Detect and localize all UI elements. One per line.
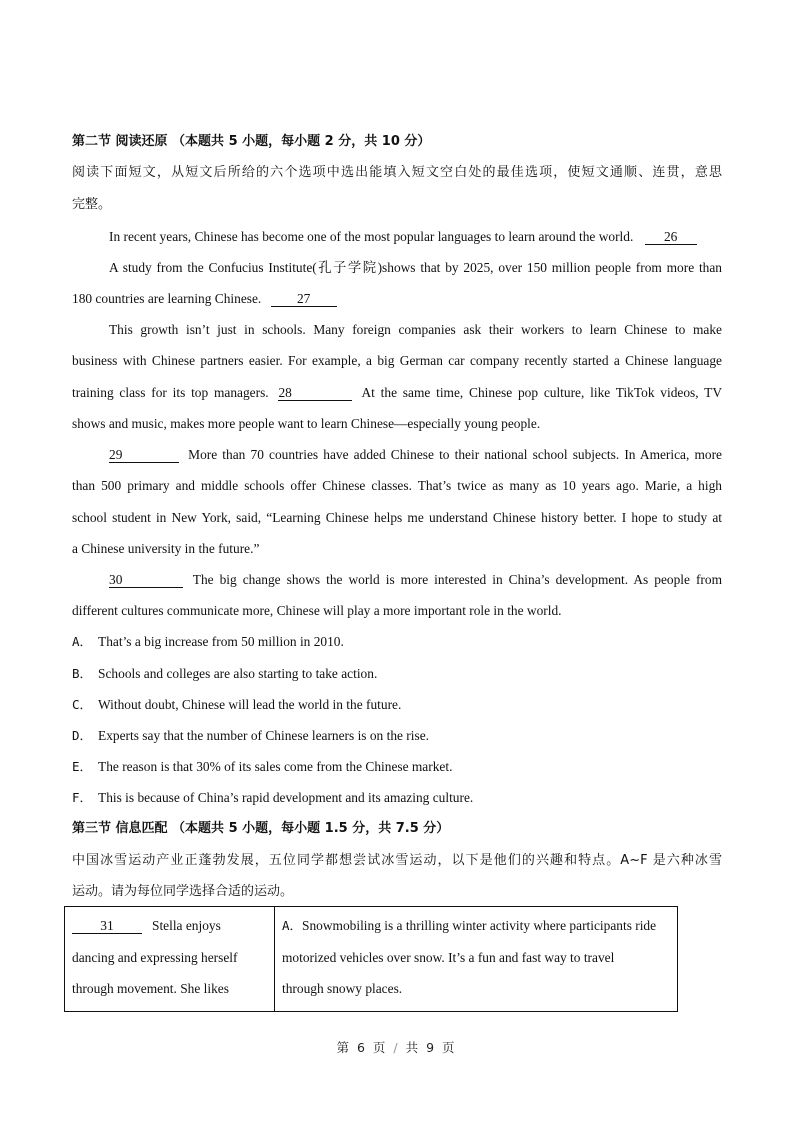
passage-paragraph-3-line2: business with Chinese partners easier. For example, a big German car company recently started a Chinese language [72,353,722,368]
total-prefix: 共 [405,1040,421,1055]
table-row [65,907,678,1012]
section2-instruction-line1: 阅读下面短文，从短文后所给的六个选项中选出能填入短文空白处的最佳选项，使短文通顺、连贯，意思 [72,165,722,180]
option-letter: C． [72,697,93,712]
passage-paragraph-4-line1 [72,439,722,470]
passage-text: training class for its top managers. [72,385,269,400]
student-line2: dancing and expressing herself [72,949,238,965]
sport-line2: motorized vehicles over snow. It’s a fun and fast way to travel [282,949,615,965]
blank-28: 28 [278,385,352,401]
page-footer [0,1038,793,1056]
passage-text: The big change shows the world is more interested in China’s development. As people from [192,572,722,587]
page-suffix: 页 [372,1040,388,1055]
option-a [72,626,722,657]
passage-paragraph-5-line2: different cultures communicate more, Chinese will play a more important role in the world. [72,603,562,618]
page-prefix: 第 [336,1040,351,1055]
option-text: That’s a big increase from 50 million in 2010. [98,634,344,649]
option-letter: E． [72,759,93,774]
option-text: This is because of China’s rapid development and its amazing culture. [98,790,474,805]
passage-paragraph-4-line4: a Chinese university in the future.” [72,541,260,556]
section3-instruction-line2: 运动。请为每位同学选择合适的运动。 [72,884,294,899]
option-letter: B． [72,666,93,681]
passage-paragraph-5-line1 [72,564,722,595]
page-total: 9 [426,1040,437,1055]
matching-table [64,906,678,1012]
passage-paragraph-2-line1: A study from the Confucius Institute(孔子学院)shows that by 2025, over 150 million people from more than [109,260,722,275]
option-c [72,689,722,720]
passage-paragraph-1 [72,221,722,252]
blank-29: 29 [109,447,179,463]
option-d [72,720,722,751]
passage-paragraph-3-line4: shows and music, makes more people want to learn Chinese—especially young people. [72,416,541,431]
passage-paragraph-4-line3: school student in New York, said, “Learning Chinese helps me understand Chinese history better. I hope to study at [72,510,722,525]
sport-cell [275,907,678,1012]
option-f [72,782,722,813]
section3-title: 第三节 信息匹配 （本题共 5 小题，每小题 1.5 分，共 7.5 分） [72,821,450,836]
option-letter: A． [72,634,93,649]
total-suffix: 页 [442,1040,457,1055]
sport-line3: through snowy places. [282,981,403,996]
sport-letter: A． [282,918,303,933]
blank-26: 26 [645,229,697,245]
page-separator: / [393,1040,400,1055]
blank-31: 31 [72,918,142,934]
student-line3: through movement. She likes [72,981,229,996]
passage-text: In recent years, Chinese has become one of the most popular languages to learn around the world. [109,229,634,244]
section3-instruction-line1: 中国冰雪运动产业正蓬勃发展，五位同学都想尝试冰雪运动，以下是他们的兴趣和特点。A~F 是六种冰雪 [72,853,722,868]
passage-text: 180 countries are learning Chinese. [72,291,262,306]
section2-title: 第二节 阅读还原 （本题共 5 小题，每小题 2 分，共 10 分） [72,134,431,149]
section2-instruction-line2: 完整。 [72,197,112,212]
option-text: Schools and colleges are also starting to take action. [98,666,378,681]
option-b [72,658,722,689]
blank-27: 27 [271,291,337,307]
option-text: Without doubt, Chinese will lead the world in the future. [98,697,402,712]
option-e [72,751,722,782]
student-line1 [72,910,267,942]
passage-paragraph-3-line3 [72,377,722,408]
passage-paragraph-4-line2: than 500 primary and middle schools offer Chinese classes. That’s twice as many as 10 years ago. Marie, a high [72,478,722,493]
passage-text: More than 70 countries have added Chinese to their national school subjects. In America, more [188,447,722,462]
page-current: 6 [356,1040,367,1055]
sport-line1 [282,910,670,942]
student-cell [65,907,275,1012]
option-letter: F． [72,790,93,805]
sport-text: Snowmobiling is a thrilling winter activity where participants ride [302,918,657,933]
option-text: Experts say that the number of Chinese learners is on the rise. [98,728,429,743]
option-letter: D． [72,728,93,743]
passage-text: At the same time, Chinese pop culture, like TikTok videos, TV [361,385,723,400]
blank-30: 30 [109,572,183,588]
student-text: Stella enjoys [152,918,221,933]
passage-paragraph-3-line1: This growth isn’t just in schools. Many foreign companies ask their workers to learn Chinese to make [109,322,722,337]
option-text: The reason is that 30% of its sales come from the Chinese market. [98,759,453,774]
passage-paragraph-2-line2 [72,283,722,314]
